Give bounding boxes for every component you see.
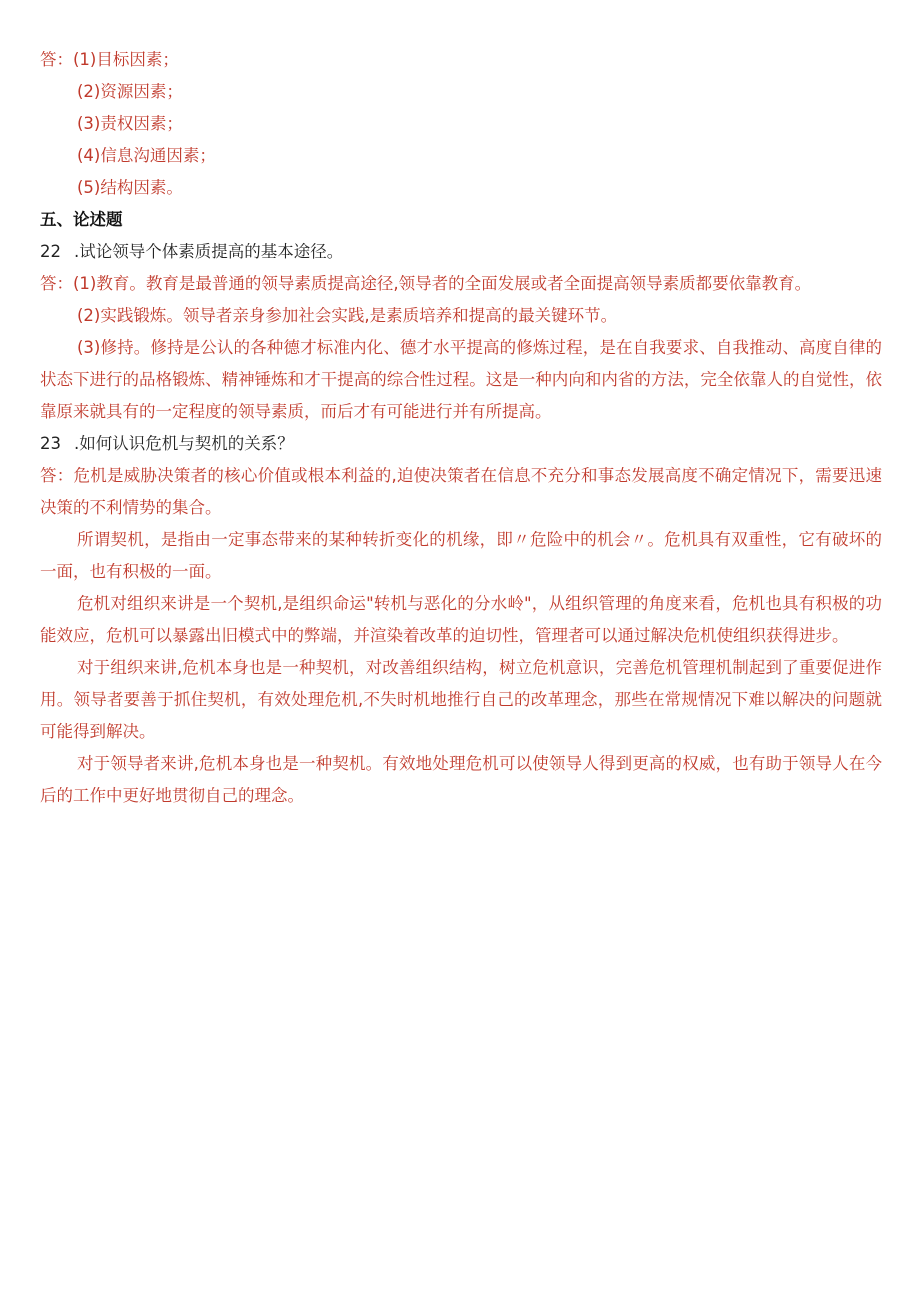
answer-item-1: 答：(1)目标因素；: [40, 50, 179, 69]
answer-prefix: 答：: [40, 274, 73, 293]
question-number: 22: [40, 242, 61, 261]
answer-23-paragraph-1: 答：危机是威胁决策者的核心价值或根本利益的,迫使决策者在信息不充分和事态发展高度不确定情况下，需要迅速决策的不利情势的集合。: [40, 466, 883, 517]
answer-23-paragraph-3: 危机对组织来讲是一个契机,是组织命运"转机与恶化的分水岭"，从组织管理的角度来看，危机也具有积极的功能效应，危机可以暴露出旧模式中的弊端，并渲染着改革的迫切性，管理者可以通过解决危机使组织获得进步。: [40, 594, 882, 645]
section-heading: 五、论述题: [40, 210, 123, 229]
answer-23-paragraph-2: 所谓契机，是指由一定事态带来的某种转折变化的机缘，即〃危险中的机会〃。危机具有双重性，它有破坏的一面，也有积极的一面。: [40, 530, 882, 581]
question-number: 23: [40, 434, 61, 453]
answer-item-4: (4)信息沟通因素；: [77, 146, 216, 165]
question-22: [40, 236, 882, 268]
answer-22-point-2: (2)实践锻炼。领导者亲身参加社会实践,是素质培养和提高的最关键环节。: [77, 306, 618, 325]
answer-item-5: (5)结构因素。: [77, 178, 183, 197]
question-text: .如何认识危机与契机的关系？: [74, 434, 294, 453]
answer-item-2: (2)资源因素；: [77, 82, 183, 101]
answer-prefix: 答：: [40, 466, 74, 485]
answer-22-point-1: 答：(1)教育。教育是最普通的领导素质提高途径,领导者的全面发展或者全面提高领导素质都要依靠教育。: [40, 274, 812, 293]
document-page: [40, 44, 882, 812]
question-23: [40, 428, 882, 460]
answer-prefix: 答：: [40, 50, 73, 69]
question-text: .试论领导个体素质提高的基本途径。: [74, 242, 344, 261]
answer-22-point-3: (3)修持。修持是公认的各种德才标准内化、德才水平提高的修炼过程，是在自我要求、自我推动、高度自律的状态下进行的品格锻炼、精神锤炼和才干提高的综合性过程。这是一种内向和内省的方法，完全依靠人的自觉性，依靠原来就具有的一定程度的领导素质，而后才有可能进行并有所提高。: [40, 338, 882, 421]
answer-item-3: (3)责权因素；: [77, 114, 183, 133]
answer-23-paragraph-5: 对于领导者来讲,危机本身也是一种契机。有效地处理危机可以使领导人得到更高的权威，也有助于领导人在今后的工作中更好地贯彻自己的理念。: [40, 754, 882, 805]
answer-23-paragraph-4: 对于组织来讲,危机本身也是一种契机，对改善组织结构，树立危机意识，完善危机管理机制起到了重要促进作用。领导者要善于抓住契机，有效处理危机,不失时机地推行自己的改革理念，那些在常规情况下难以解决的问题就可能得到解决。: [40, 658, 882, 741]
